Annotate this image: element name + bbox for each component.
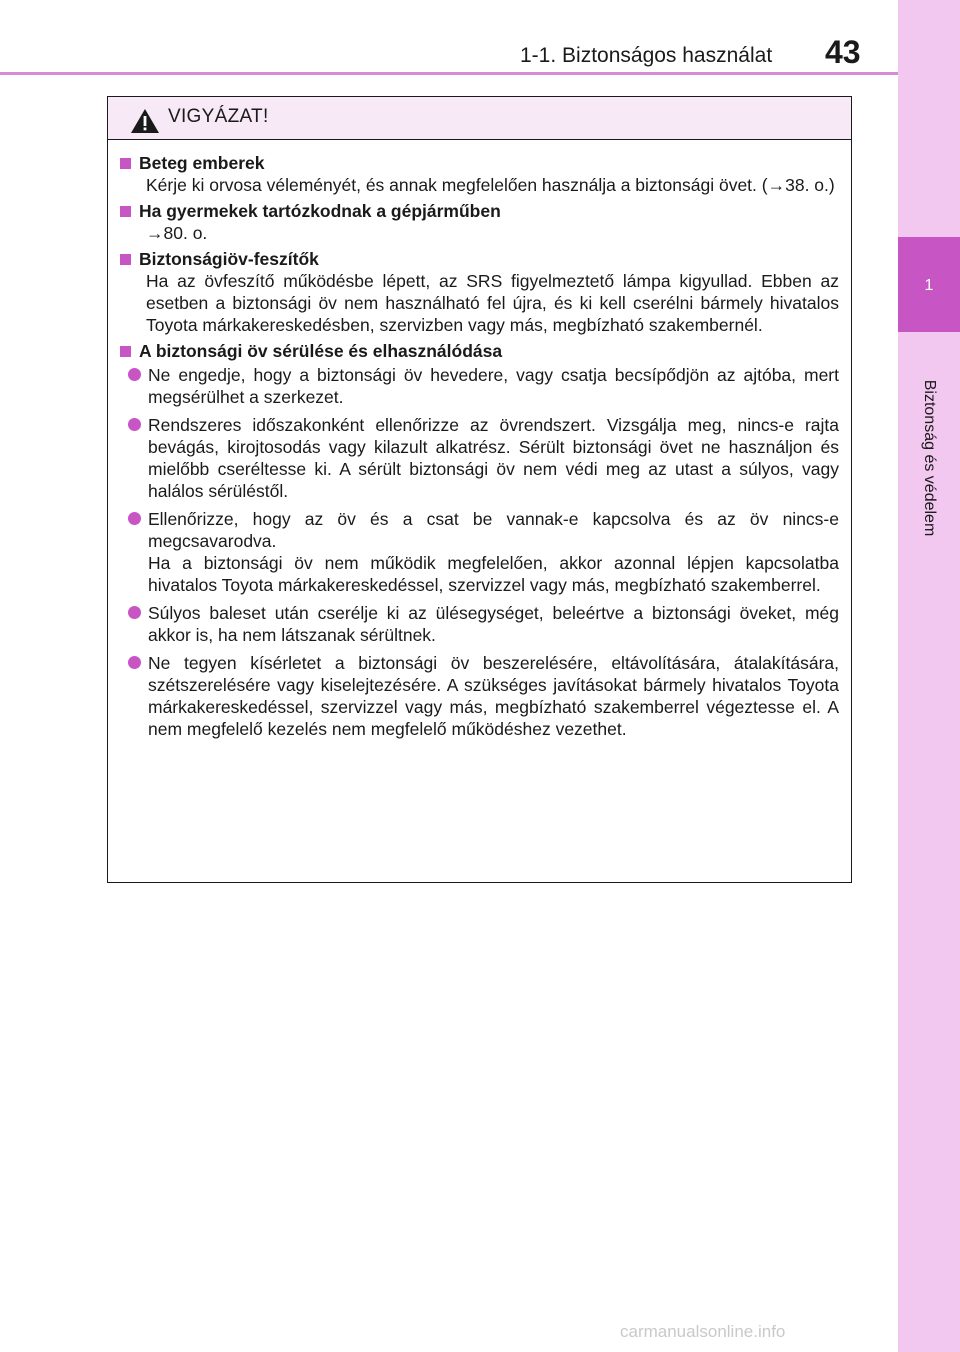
section-pretensioners xyxy=(120,248,839,336)
watermark: carmanualsonline.info xyxy=(620,1322,786,1341)
square-bullet-icon xyxy=(120,206,131,217)
section-sick-people xyxy=(120,152,839,196)
caution-box xyxy=(107,96,852,883)
page-number: 43 xyxy=(825,34,861,70)
round-bullet-icon xyxy=(128,656,141,669)
chapter-number: 1 xyxy=(924,277,934,294)
section-text: Ha az övfeszítő működésbe lépett, az SRS figyelmeztető lámpa kigyullad. Ebben az esetben a biztonsági öv nem használható fel újra, és ki kell cserélni bármely hivatalos Toyota márkakereskedésben, szervizben vagy más, megbízható szakembernél. xyxy=(146,271,839,335)
round-bullet-icon xyxy=(128,368,141,381)
caution-body xyxy=(108,140,851,740)
round-bullet-icon xyxy=(128,512,141,525)
section-heading: Biztonságiöv-feszítők xyxy=(139,249,319,269)
caution-title: VIGYÁZAT! xyxy=(168,106,269,127)
section-belt-damage xyxy=(120,340,839,740)
page-reference-link[interactable]: →80. o. xyxy=(146,223,208,243)
caution-header xyxy=(108,97,851,140)
chapter-tab[interactable] xyxy=(898,237,960,332)
section-heading: Ha gyermekek tartózkodnak a gépjárműben xyxy=(139,201,501,221)
square-bullet-icon xyxy=(120,346,131,357)
section-children xyxy=(120,200,839,244)
bullet-text: Ne engedje, hogy a biztonsági öv hevedere, vagy csatja becsípődjön az ajtóba, mert megsérülhet a szerkezet. xyxy=(148,365,839,407)
list-item xyxy=(120,602,839,646)
list-item xyxy=(120,364,839,408)
list-item xyxy=(120,652,839,740)
round-bullet-icon xyxy=(128,606,141,619)
bullet-text: Ne tegyen kísérletet a biztonsági öv beszerelésére, eltávolítására, átalakítására, szétszerelésére vagy kiselejtezésére. A szükséges javításokat bármely hivatalos Toyota márkakereskedéssel, szervizzel vagy más, megbízható szakemberrel végeztesse el. A nem megfelelő kezelés nem megfelelő működéshez vezethet. xyxy=(148,653,839,739)
round-bullet-icon xyxy=(128,418,141,431)
list-item xyxy=(120,508,839,596)
header-rule xyxy=(0,72,898,75)
side-strip xyxy=(898,0,960,1352)
chapter-label: Biztonság és védelem xyxy=(921,379,938,537)
section-heading: A biztonsági öv sérülése és elhasználódása xyxy=(139,341,503,361)
bullet-text: Rendszeres időszakonként ellenőrizze az övrendszert. Vizsgálja meg, nincs-e rajta bevágás, kirojtosodás vagy kilazult alkatrész. Sérült biztonsági övet ne használjon és mielőbb cseréltesse ki. A sérült biztonsági öv nem védi meg az utast a súlyos, vagy halálos sérüléstől. xyxy=(148,415,839,501)
square-bullet-icon xyxy=(120,158,131,169)
section-text: Kérje ki orvosa véleményét, és annak megfelelően használja a biztonsági övet. (→38. o.) xyxy=(146,175,835,195)
warning-triangle-icon xyxy=(130,108,160,134)
square-bullet-icon xyxy=(120,254,131,265)
list-item xyxy=(120,414,839,502)
running-title: 1-1. Biztonságos használat xyxy=(520,44,773,67)
section-heading: Beteg emberek xyxy=(139,153,265,173)
bullet-text: Ellenőrizze, hogy az öv és a csat be vannak-e kapcsolva és az öv nincs-e megcsavarodva. Ha a biztonsági öv nem működik megfelelően, akkor azonnal lépjen kapcsolatba hivatalos Toyota márkakereskedéssel, szervizzel vagy más, megbízható szakemberrel. xyxy=(148,509,839,595)
bullet-text: Súlyos baleset után cserélje ki az ülésegységet, beleértve a biztonsági öveket, még akkor is, ha nem látszanak sérültnek. xyxy=(148,603,839,645)
